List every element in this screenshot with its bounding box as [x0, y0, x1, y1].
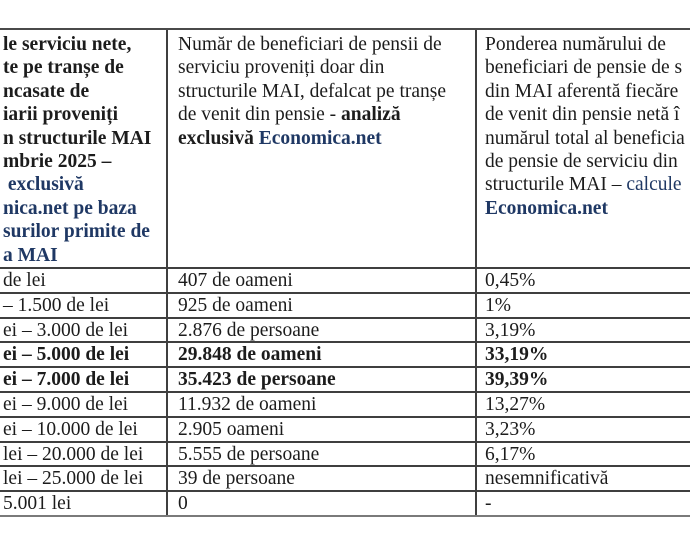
header-text: n structurile MAI	[3, 127, 152, 149]
share-percent-cell: 13,27%	[485, 393, 546, 415]
income-range-cell: de lei	[0, 269, 168, 292]
header-line	[3, 197, 164, 220]
share-percent-cell: 0,45%	[485, 270, 536, 291]
header-line	[485, 127, 690, 150]
header-text: iarii proveniți	[3, 104, 119, 126]
income-range-cell: 5.001 lei	[0, 492, 168, 515]
header-line	[3, 33, 164, 56]
beneficiary-count-cell: 5.555 de persoane	[168, 443, 477, 466]
header-col2-beneficiary-count	[168, 30, 477, 267]
header-line	[178, 33, 473, 56]
beneficiary-count-cell: 925 de oameni	[168, 294, 477, 317]
header-text: analiză	[341, 104, 401, 126]
header-line	[485, 103, 690, 126]
table-row	[0, 441, 690, 466]
header-line	[3, 244, 164, 267]
share-percent-cell: 1%	[485, 294, 511, 316]
header-line	[485, 173, 690, 196]
share-percent-cell: -	[485, 493, 492, 515]
calcule-link[interactable]: calcule	[626, 174, 682, 196]
share-percent-cell: nesemnificativă	[485, 468, 609, 490]
header-line	[485, 197, 690, 220]
income-range-cell: ei – 3.000 de lei	[0, 319, 168, 342]
table-row	[0, 366, 690, 391]
table-body	[0, 267, 690, 515]
beneficiary-count-cell: 2.905 oameni	[168, 418, 477, 441]
beneficiary-count-cell: 35.423 de persoane	[168, 368, 477, 391]
income-range-cell: ei – 10.000 de lei	[0, 418, 168, 441]
income-range-cell: ei – 5.000 de lei	[0, 343, 168, 366]
table-row	[0, 341, 690, 366]
header-text: serviciu proveniți doar din	[178, 57, 385, 79]
share-percent-cell: 33,19%	[485, 344, 549, 366]
header-line	[3, 127, 164, 150]
table-row	[0, 416, 690, 441]
header-line	[178, 80, 473, 103]
header-text: exclusivă	[3, 174, 84, 196]
share-percent-cell: 39,39%	[485, 369, 549, 391]
economica-net-link[interactable]: Economica.net	[258, 127, 382, 149]
header-line	[178, 56, 473, 79]
beneficiary-count-cell: 11.932 de oameni	[168, 393, 477, 416]
header-text: numărul total al beneficia	[485, 127, 685, 149]
table-row	[0, 465, 690, 490]
header-line	[3, 173, 164, 196]
beneficiary-count-cell: 2.876 de persoane	[168, 319, 477, 342]
header-text: nica.net pe baza	[3, 197, 137, 219]
header-line	[178, 103, 473, 126]
income-range-cell: lei – 25.000 de lei	[0, 467, 168, 490]
table-header-row	[0, 30, 690, 267]
table-row	[0, 391, 690, 416]
header-text: de venit din pensie -	[178, 104, 341, 126]
pension-table	[0, 28, 690, 517]
header-text: ncasate de	[3, 80, 90, 102]
beneficiary-count-cell: 29.848 de oameni	[168, 343, 477, 366]
table-row	[0, 317, 690, 342]
income-range-cell: – 1.500 de lei	[0, 294, 168, 317]
header-text: de venit din pensie netă î	[485, 104, 680, 126]
header-line	[485, 33, 690, 56]
header-line	[3, 56, 164, 79]
beneficiary-count-cell: 39 de persoane	[168, 467, 477, 490]
share-percent-cell: 3,23%	[485, 418, 536, 440]
header-col3-share-percent	[477, 30, 690, 267]
income-range-cell: lei – 20.000 de lei	[0, 443, 168, 466]
income-range-cell: ei – 7.000 de lei	[0, 368, 168, 391]
economica-net-link[interactable]: Economica.net	[485, 197, 608, 219]
header-text: Ponderea numărului de	[485, 34, 666, 55]
header-text: mbrie 2025 –	[3, 151, 112, 173]
header-text: structurile MAI, defalcat pe tranșe	[178, 80, 447, 102]
table-row	[0, 267, 690, 292]
table-row	[0, 292, 690, 317]
header-line	[3, 80, 164, 103]
header-text: din MAI aferentă fiecăre	[485, 80, 679, 102]
header-text: te pe tranșe de	[3, 57, 124, 79]
header-text: le serviciu nete,	[3, 34, 132, 55]
header-text: Număr de beneficiari de pensii de	[178, 34, 442, 55]
header-line	[3, 150, 164, 173]
table-row	[0, 490, 690, 515]
header-line	[485, 150, 690, 173]
header-col1-pension-ranges	[0, 30, 168, 267]
header-line	[485, 56, 690, 79]
header-line	[3, 103, 164, 126]
beneficiary-count-cell: 407 de oameni	[168, 269, 477, 292]
header-line	[178, 127, 473, 150]
beneficiary-count-cell: 0	[168, 492, 477, 515]
header-line	[485, 80, 690, 103]
header-text: de pensie de serviciu din	[485, 151, 678, 173]
header-text: beneficiari de pensie de s	[485, 57, 683, 79]
share-percent-cell: 3,19%	[485, 319, 536, 341]
header-line	[3, 220, 164, 243]
header-text: a MAI	[3, 244, 58, 266]
header-text: surilor primite de	[3, 221, 150, 243]
header-text: exclusivă	[178, 127, 259, 149]
income-range-cell: ei – 9.000 de lei	[0, 393, 168, 416]
header-text: structurile MAI –	[485, 174, 627, 196]
share-percent-cell: 6,17%	[485, 443, 536, 465]
